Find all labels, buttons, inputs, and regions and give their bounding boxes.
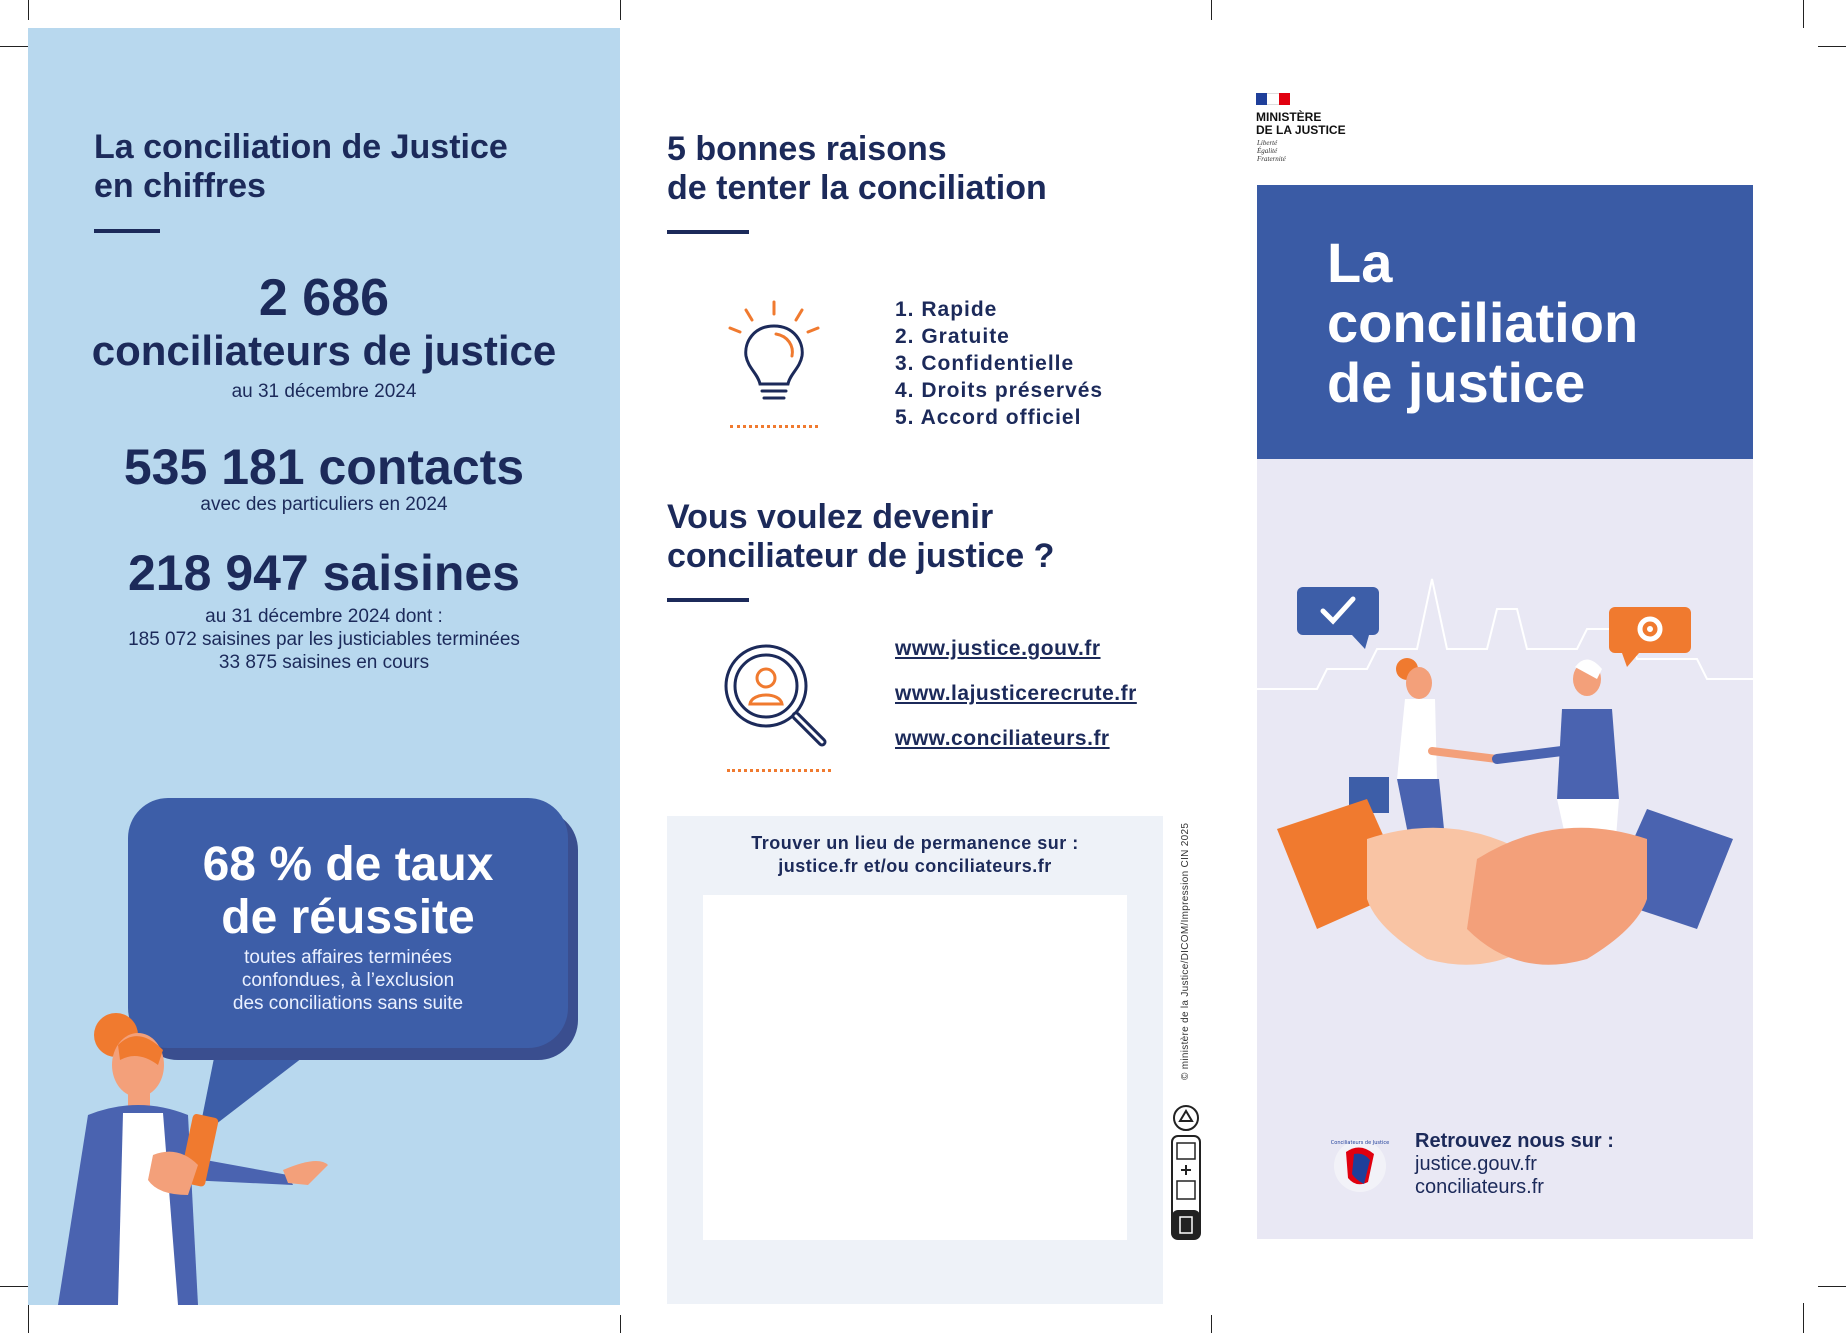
crop-mark [1211,1315,1212,1333]
reason-item: 2. Gratuite [895,325,1010,348]
reason-item: 5. Accord officiel [895,406,1082,429]
cover-header [1257,185,1753,459]
retrouvez-link-justice[interactable]: justice.gouv.fr [1415,1153,1537,1175]
magnifier-underline [727,769,831,772]
become-title-line2: conciliateur de justice ? [667,537,1055,575]
reasons-rule [667,230,749,234]
become-rule [667,598,749,602]
flag-logo [1256,93,1290,105]
retrouvez-link-conciliateurs[interactable]: conciliateurs.fr [1415,1176,1544,1198]
become-title-line1: Vous voulez devenir [667,498,994,536]
permanence-line2: justice.fr et/ou conciliateurs.fr [778,856,1052,876]
reasons-title-line1: 5 bonnes raisons [667,130,947,168]
lightbulb-underline [730,425,818,428]
crop-mark [0,46,28,47]
print-credit: © ministère de la Justice/DICOM/Impression CIN 2025 [1180,822,1191,1080]
ministry-line2: DE LA JUSTICE [1256,123,1346,137]
cover-title-line1: La [1327,231,1393,294]
handshake-illustration [1257,459,1753,1239]
crop-mark [620,0,621,20]
stat-contacts-note: avec des particuliers en 2024 [200,494,448,515]
success-rate-sub1: toutes affaires terminées [244,947,452,968]
trash-icon [1171,1135,1201,1240]
link-conciliateurs[interactable]: www.conciliateurs.fr [895,727,1110,750]
crop-mark [620,1315,621,1333]
cover-title [1327,233,1638,413]
stat-conciliators-value: 2 686 [258,269,390,327]
woman-illustration [28,1005,328,1305]
reason-item: 1. Rapide [895,298,998,321]
cover-title-line2: conciliation [1327,291,1639,354]
stat-saisines-note1: au 31 décembre 2024 dont : [205,606,443,627]
stats-title-line1: La conciliation de Justice [94,128,508,166]
crop-mark [1803,0,1804,28]
conciliateurs-seal-logo [1328,1134,1392,1198]
permanence-box [667,816,1163,1304]
stat-saisines-note3: 33 875 saisines en cours [218,652,430,673]
success-rate-sub3: des conciliations sans suite [232,993,464,1014]
permanence-line1: Trouver un lieu de permanence sur : [751,833,1079,853]
stat-saisines-note2: 185 072 saisines par les justiciables terminées [128,629,520,650]
success-rate-sub2: confondues, à l’exclusion [241,970,455,991]
magnifier-person-icon [722,642,832,752]
crop-mark [28,0,29,20]
stats-panel [28,28,620,1305]
retrouvez-label: Retrouvez nous sur : [1415,1130,1614,1152]
stat-contacts-value: 535 181 contacts [123,439,525,495]
reasons-title-line2: de tenter la conciliation [667,169,1047,207]
retrouvez-block [1415,1130,1614,1199]
stat-conciliators-label: conciliateurs de justice [91,327,557,374]
crop-mark [1818,1286,1846,1287]
success-rate-line1: 68 % de taux [202,838,494,891]
link-justice-gouv[interactable]: www.justice.gouv.fr [895,637,1101,660]
success-rate-title [128,838,568,944]
become-title [667,498,1054,576]
crop-mark [28,1303,29,1333]
lightbulb-icon [724,298,824,408]
stat-conciliators-note: au 31 décembre 2024 [231,381,417,402]
ministry-motto [1257,139,1286,163]
cover-title-line3: de justice [1327,351,1586,414]
svg-text:Conciliateurs de Justice: Conciliateurs de Justice [1330,1140,1390,1146]
ministry-line1: MINISTÈRE [1256,110,1322,124]
recycle-icon [1171,1103,1201,1133]
stat-saisines-value: 218 947 saisines [128,545,520,601]
permanence-text [667,832,1163,878]
address-blank-area [703,895,1127,1240]
ministry-name [1256,111,1346,137]
motto-line3: Fraternité [1257,155,1286,163]
motto-line2: Égalité [1257,147,1278,155]
link-lajusticerecrute[interactable]: www.lajusticerecrute.fr [895,682,1137,705]
motto-line1: Liberté [1257,139,1278,147]
reason-item: 4. Droits préservés [895,379,1104,402]
crop-mark [1818,46,1846,47]
crop-mark [0,1286,28,1287]
reasons-title [667,130,1047,208]
cover-illustration-area [1257,459,1753,1239]
success-rate-line2: de réussite [221,891,475,944]
reason-item: 3. Confidentielle [895,352,1075,375]
reasons-list [895,296,1103,431]
crop-mark [1211,0,1212,20]
crop-mark [1803,1303,1804,1333]
stats-title-line2: en chiffres [94,167,266,205]
